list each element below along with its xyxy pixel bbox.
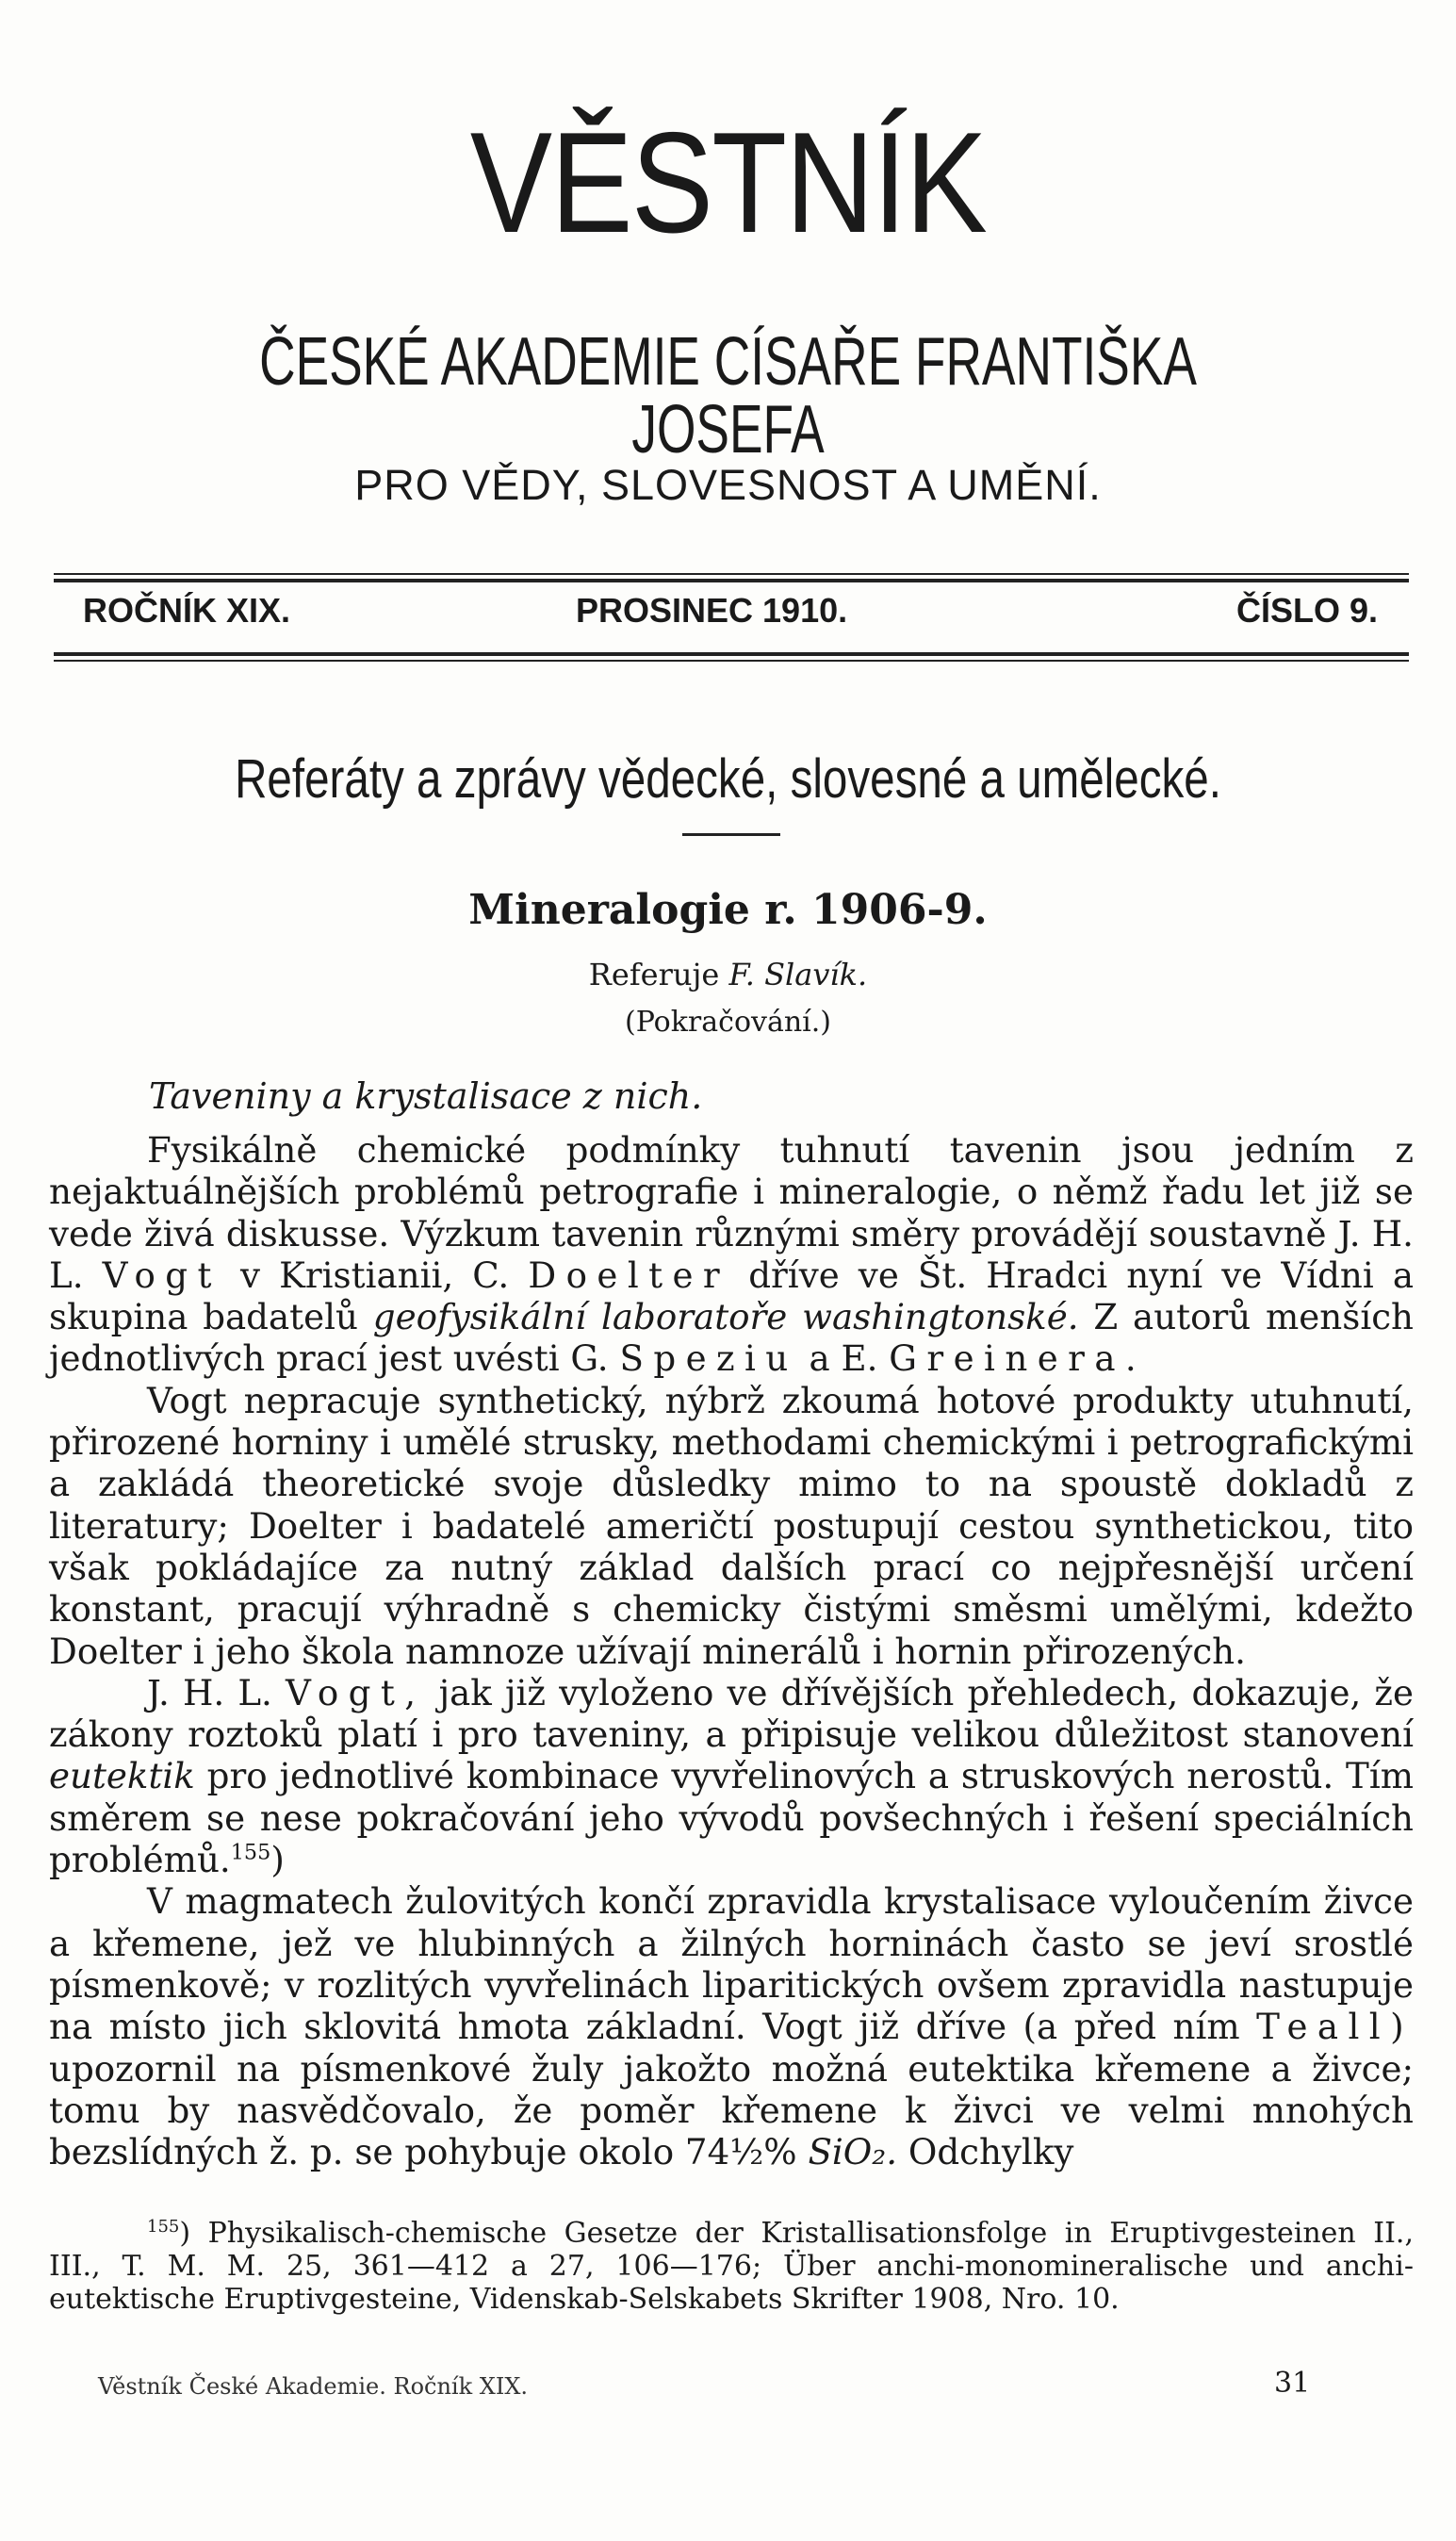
text-run: J. H. L. xyxy=(147,1671,286,1713)
header-rule-bottom-2 xyxy=(54,660,1409,662)
header-rule-top-2 xyxy=(54,579,1409,582)
term-eutektik: eutektik xyxy=(49,1755,195,1797)
name-speziu: Speziu xyxy=(619,1337,798,1380)
section-title: Referáty a zprávy vědecké, slovesné a umělecké. xyxy=(235,748,1221,810)
footnote-text: ) Physikalisch-chemische Gesetze der Kristallisationsfolge in Eruptivgesteinen II., III., T. M. M. 25, 361—412 a 27, 106—176; Über anchi-monomineralische und anchi-eutektische Eruptivgesteine, Videnskab-Selskabets Skrifter 1908, Nro. 10. xyxy=(49,2217,1414,2316)
article-title: Mineralogie r. 1906-9. xyxy=(468,886,988,934)
running-footer: Věstník České Akademie. Ročník XIX. xyxy=(98,2373,529,2400)
text-run: jak již vyloženo ve dřívějších přehledech, dokazuje, že zákony roztoků platí i pro taveniny, a připisuje velikou důležitost stanovení xyxy=(49,1671,1414,1756)
continuation-note: (Pokračování.) xyxy=(625,1006,831,1039)
byline-prefix: Referuje xyxy=(588,957,720,992)
footnote-ref: 155 xyxy=(230,1840,271,1865)
subheading: Taveniny a krystalisace z nich. xyxy=(149,1075,703,1117)
text-run: Odchylky xyxy=(897,2131,1074,2173)
journal-title: VĚSTNÍK xyxy=(469,103,987,263)
footnote xyxy=(49,2217,1414,2316)
issue-line xyxy=(0,591,1456,641)
page-number: 31 xyxy=(1274,2367,1311,2400)
paragraph-3 xyxy=(49,1672,1414,1880)
text-run: Fysikálně chemické podmínky tuhnutí tavenin jsou jedním z nejaktuálnějších problémů petrografie i mineralogie, o němž řadu let již se vede živá diskusse. Výzkum tavenin různými směry provádějí soustavně J. H. L. xyxy=(49,1129,1414,1296)
paragraph-4 xyxy=(49,1880,1414,2172)
text-run: dříve ve Št. Hradci nyní ve Vídni a skupina badatelů xyxy=(49,1254,1414,1338)
article-body xyxy=(49,1129,1414,2172)
article-byline xyxy=(0,959,1456,990)
issue-volume: ROČNÍK XIX. xyxy=(83,591,291,630)
name-vogt: Vogt xyxy=(102,1254,221,1296)
text-run: ) xyxy=(270,1839,285,1881)
text-run: v Kristianii, C. xyxy=(221,1254,529,1296)
name-doelter: Doelter xyxy=(528,1254,730,1296)
text-run: Z autorů menších jednotlivých prací jest uvésti G. xyxy=(49,1296,1414,1380)
section-divider xyxy=(682,833,780,836)
formula-sio2: SiO₂. xyxy=(808,2131,898,2173)
text-run: a E. xyxy=(797,1337,890,1380)
header-rule-bottom-1 xyxy=(54,652,1409,656)
paragraph-1 xyxy=(49,1129,1414,1380)
name-vogt-2: Vogt, xyxy=(285,1671,426,1713)
issue-date: PROSINEC 1910. xyxy=(576,591,848,630)
text-run: V magmatech žulovitých končí zpravidla krystalisace vyloučením živce a křemene, jež ve hlubinných a žilných horninách často se jeví srostlé písmenkově; v rozlitých vyvřelinách liparitických ovšem zpravidla nastupuje na místo jich sklovitá hmota základní. Vogt již dříve (a před ním xyxy=(49,1880,1414,2048)
name-greinera: Greinera. xyxy=(889,1337,1147,1380)
byline-author: F. Slavík. xyxy=(728,957,868,992)
paragraph-2: Vogt nepracuje synthetický, nýbrž zkoumá hotové produkty utuhnutí, přirozené horniny i umělé strusky, methodami chemickými i petrografickými a zakládá theoretické svoje důsledky mimo to na spoustě dokladů z literatury; Doelter i badatelé američtí postupují cestou synthetickou, tito však pokládajíce za nutný základ dalších prací co nejpřesnější určení konstant, pracují výhradně s chemicky čistými směsmi umělými, kdežto Doelter i jeho škola namnoze užívají minerálů i hornin přirozených. xyxy=(49,1379,1414,1672)
header-rule-top-1 xyxy=(54,573,1409,575)
journal-subtitle-2: PRO VĚDY, SLOVESNOST A UMĚNÍ. xyxy=(354,461,1102,509)
name-teall: Teall) xyxy=(1256,2006,1414,2048)
text-run: upozornil na písmenkové žuly jakožto možná eutektika křemene a živce; tomu by nasvědčovalo, že poměr křemene k živci ve velmi mnohých bezslídných ž. p. se pohybuje okolo 74½% xyxy=(49,2047,1414,2173)
lab-name: geofysikální laboratoře washingtonské. xyxy=(372,1296,1079,1338)
text-run: pro jednotlivé kombinace vyvřelinových a struskových nerostů. Tím směrem se nese pokračování jeho vývodů povšechných i řešení speciálních problémů. xyxy=(49,1755,1414,1881)
journal-subtitle: ČESKÉ AKADEMIE CÍSAŘE FRANTIŠKA JOSEFA xyxy=(259,324,1197,467)
footnote-number: 155 xyxy=(147,2217,180,2237)
issue-number: ČÍSLO 9. xyxy=(1236,591,1379,630)
